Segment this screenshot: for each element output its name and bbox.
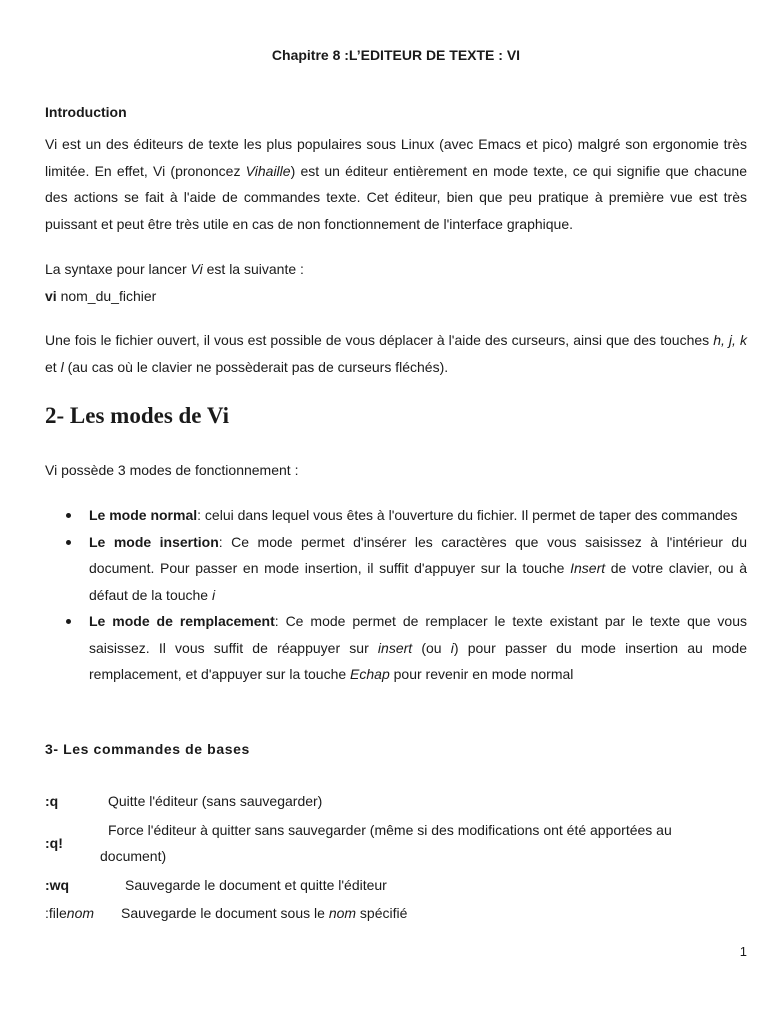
command-key: :q xyxy=(45,793,59,809)
command-row xyxy=(45,872,747,899)
command-key: :wq xyxy=(45,877,70,893)
syntax-paragraph: La syntaxe pour lancer Vi est la suivante : vi nom_du_fichier xyxy=(45,261,304,304)
chapter-title: Chapitre 8 :L’EDITEUR DE TEXTE : VI xyxy=(271,47,521,63)
command-desc-cont: document) xyxy=(100,848,167,864)
command-desc: Force l'éditeur à quitter sans sauvegarder (même si des modifications ont été apportées au xyxy=(108,822,672,838)
modes-lead: Vi possède 3 modes de fonctionnement : xyxy=(45,462,299,478)
document-page xyxy=(45,0,747,1024)
command-desc: Sauvegarde le document sous le nom spécifié xyxy=(121,905,408,921)
command-row xyxy=(45,817,747,871)
list-item: Le mode de remplacement: Ce mode permet de remplacer le texte existant par le texte que vous saisissez. Il vous suffit de réappuyer sur insert (ou i) pour passer du mode insertion au mode remplacement, et d'appuyer sur la touche Echap pour revenir en mode normal xyxy=(45,608,747,688)
navigation-paragraph: Une fois le fichier ouvert, il vous est possible de vous déplacer à l'aide des curseurs, ainsi que des touches h, j, k et l (au cas où le clavier ne possèderait pas de curseurs fléchés). xyxy=(45,332,747,375)
list-item: Le mode insertion: Ce mode permet d'insérer les caractères que vous saisissez à l'intérieur du document. Pour passer en mode insertion, il suffit d'appuyer sur la touche Insert de votre clavier, ou à défaut de la touche i xyxy=(45,529,747,609)
command-key: :q! xyxy=(45,835,63,851)
command-row xyxy=(45,900,747,927)
command-desc: Quitte l'éditeur (sans sauvegarder) xyxy=(108,793,323,809)
bullet-icon xyxy=(66,513,71,518)
command-row xyxy=(45,788,747,815)
modes-heading: 2- Les modes de Vi xyxy=(45,403,229,428)
commands-heading: 3- Les commandes de bases xyxy=(45,741,250,757)
bullet-icon xyxy=(66,619,71,624)
command-desc: Sauvegarde le document et quitte l'éditeur xyxy=(125,877,387,893)
modes-list xyxy=(45,502,747,688)
intro-paragraph: Vi est un des éditeurs de texte les plus populaires sous Linux (avec Emacs et pico) malgré son ergonomie très limitée. En effet, Vi (prononcez Vihaille) est un éditeur entièrement en mode texte, ce qui signifie que chacune des actions se fait à l'aide de commandes texte. Cet éditeur, bien que peu pratique à première vue est très puissant et peut être très utile en cas de non fonctionnement de l'interface graphique. xyxy=(45,136,747,232)
list-item: Le mode normal: celui dans lequel vous êtes à l'ouverture du fichier. Il permet de taper des commandes xyxy=(45,502,747,529)
command-key: :filenom xyxy=(45,905,95,921)
intro-heading: Introduction xyxy=(45,104,127,120)
vi-command: vi xyxy=(45,287,57,304)
bullet-icon xyxy=(66,540,71,545)
page-number: 1 xyxy=(739,944,747,959)
